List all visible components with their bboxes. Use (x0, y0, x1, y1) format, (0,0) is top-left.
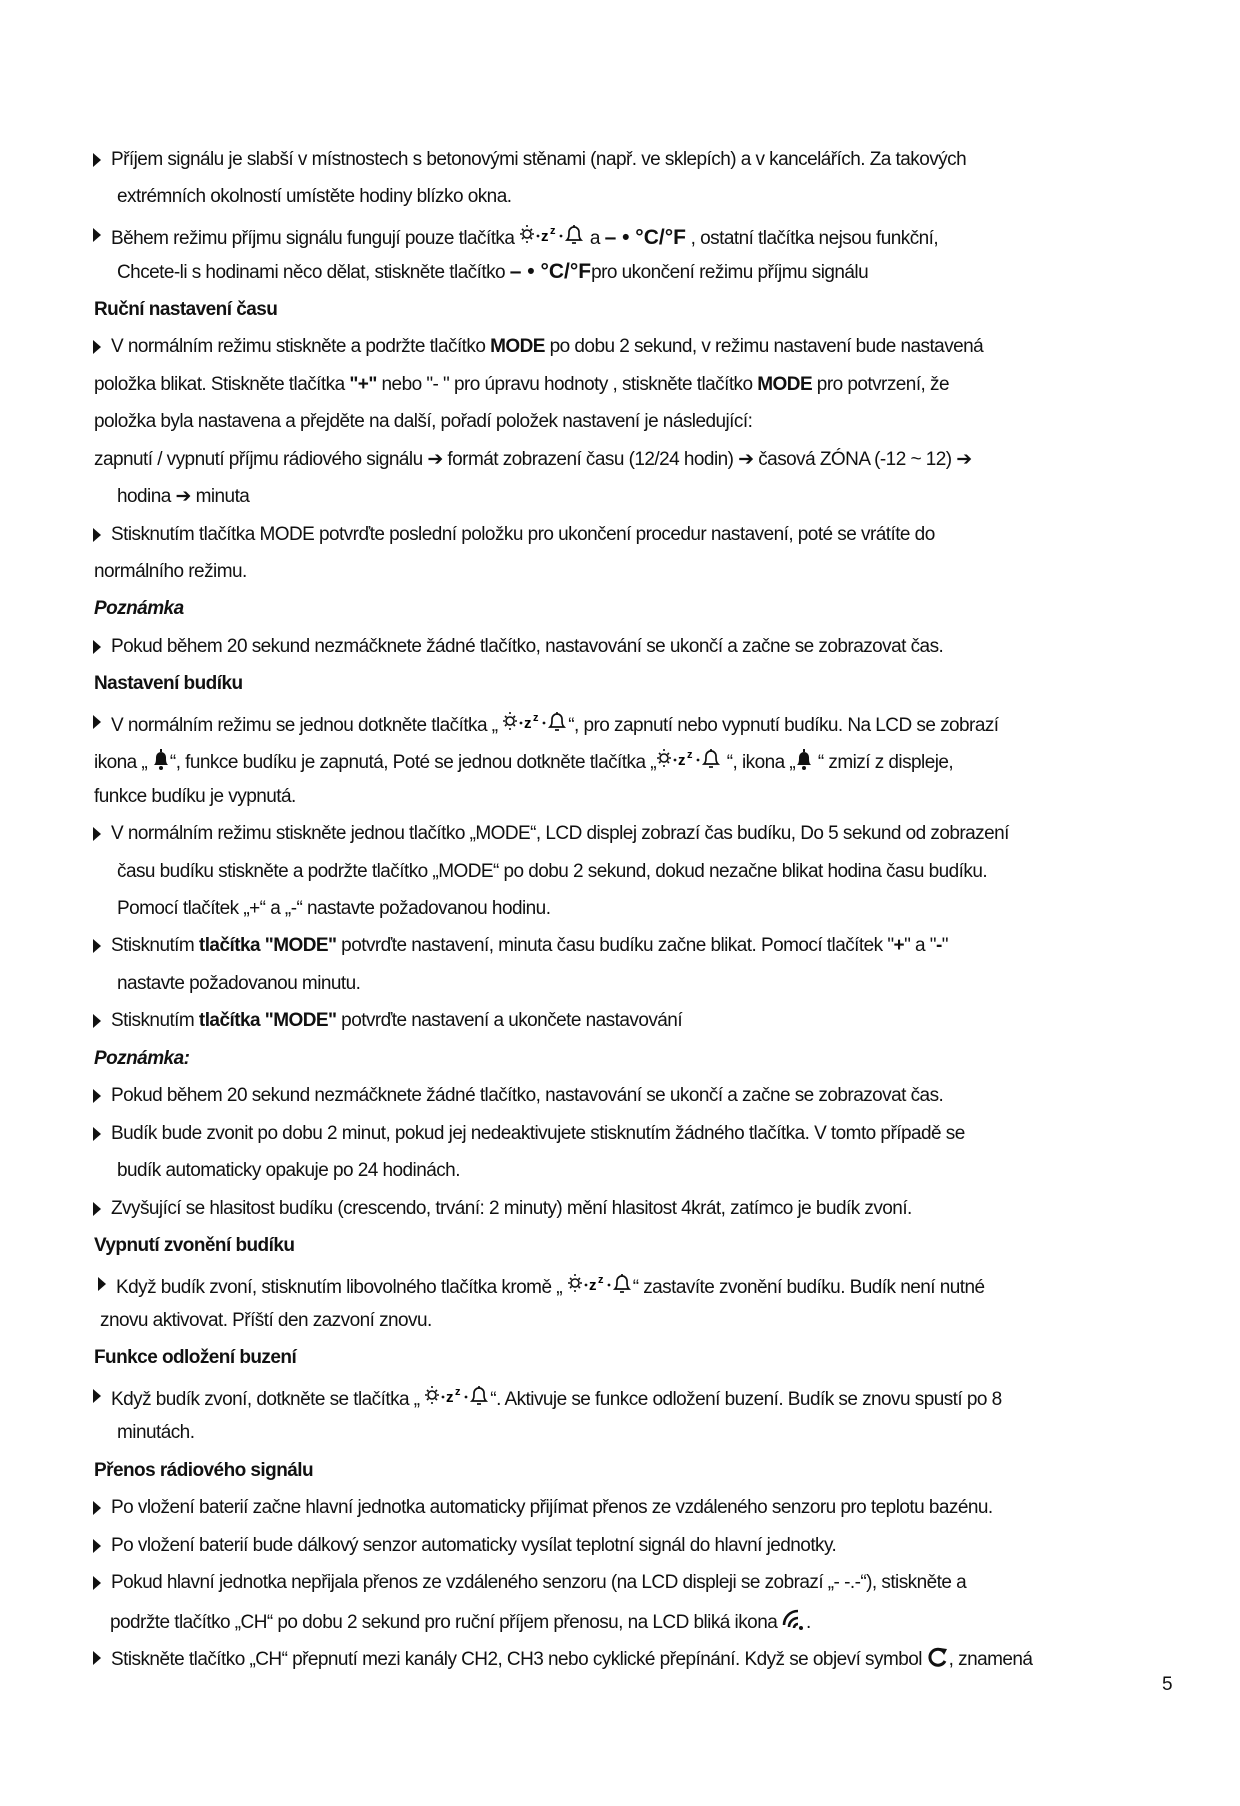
emphasis-text: tlačítka "MODE" (198, 935, 337, 957)
section-heading (94, 298, 277, 322)
bullet-triangle-icon (93, 228, 101, 242)
text-run: Zvyšující se hlasitost budíku (crescendo, trvání: 2 minuty) mění hlasitost 4krát, zatímco je budík zvoní. (111, 1197, 912, 1219)
text-run: nebo "- " pro úpravu hodnoty , stiskněte tlačítko (376, 373, 758, 395)
text-run: Po vložení baterií bude dálkový senzor automaticky vysílat teplotní signál do hlavní jednotky. (111, 1534, 837, 1556)
text-line (111, 934, 948, 958)
text-run: normálního režimu. (94, 560, 247, 582)
text-line (117, 860, 987, 884)
text-run: Stisknutím tlačítka MODE potvrďte poslední položku pro ukončení procedur nastavení, poté se vrátíte do (111, 523, 935, 545)
text-run: Stisknutím (111, 1010, 199, 1032)
emphasis-text: - (935, 935, 942, 957)
text-line (111, 1084, 943, 1108)
text-run: “, funkce budíku je zapnutá, Poté se jednou dotkněte tlačítka „ (169, 752, 656, 774)
section-heading (94, 597, 184, 621)
bullet-triangle-icon (93, 939, 101, 953)
text-line (94, 410, 752, 434)
text-line (117, 897, 550, 921)
emphasis-text: Funkce odložení buzení (94, 1347, 297, 1369)
emphasis-text: "+" (349, 373, 377, 395)
text-run: “, pro zapnutí nebo vypnutí budíku. Na LCD se zobrazí (568, 714, 999, 736)
bullet-triangle-icon (93, 1576, 101, 1590)
light-snooze-alarm-icon (502, 710, 568, 741)
text-run: Pokud během 20 sekund nezmáčknete žádné tlačítko, nastavování se ukončí a začne se zobrazovat čas. (111, 1085, 944, 1107)
text-line (111, 710, 999, 741)
text-run: " a " (904, 935, 936, 957)
section-heading (94, 1459, 313, 1483)
bullet-triangle-icon (93, 1127, 101, 1141)
section-heading (94, 672, 243, 696)
text-line (117, 485, 249, 509)
section-heading (94, 1346, 296, 1370)
bell-icon (152, 749, 170, 778)
text-run: Během režimu příjmu signálu fungují pouze tlačítka (111, 227, 520, 249)
light-snooze-alarm-icon (519, 223, 585, 254)
bullet-triangle-icon (93, 1202, 101, 1216)
svg-text:z: z (678, 752, 685, 770)
bullet-triangle-icon (93, 1501, 101, 1515)
bullet-triangle-icon (93, 1651, 101, 1665)
svg-text:z: z (446, 1388, 454, 1406)
emphasis-text: Přenos rádiového signálu (94, 1459, 314, 1481)
text-run: Pomocí tlačítek „+“ a „-“ nastavte požadovanou hodinu. (117, 898, 551, 919)
text-line (116, 1272, 985, 1303)
text-run: " (941, 935, 948, 957)
text-run: ikona „ (94, 752, 152, 774)
bullet-triangle-icon (93, 1539, 101, 1553)
text-line (117, 185, 511, 209)
emphasis-text: tlačítka "MODE" (198, 1010, 337, 1032)
svg-text:z: z (588, 1276, 596, 1294)
text-run: “ zmizí z displeje, (813, 752, 954, 774)
section-heading (94, 1234, 294, 1258)
text-line (94, 785, 296, 809)
text-line (94, 560, 247, 584)
svg-text:z: z (550, 224, 556, 237)
text-run: nastavte požadovanou minutu. (117, 972, 361, 994)
emphasis-text: MODE (757, 373, 813, 395)
text-run: Když budík zvoní, dotkněte se tlačítka „ (111, 1388, 425, 1410)
bullet-triangle-icon (93, 827, 101, 841)
light-snooze-alarm-icon (567, 1272, 633, 1303)
bullet-triangle-icon (93, 153, 101, 167)
text-line (111, 1534, 836, 1558)
emphasis-text: Nastavení budíku (94, 673, 243, 695)
text-run: pro ukončení režimu příjmu signálu (591, 262, 869, 284)
section-heading (94, 1047, 189, 1071)
temp-unit-button-icon: – • °C/°F (509, 260, 592, 284)
text-line (111, 1122, 965, 1146)
text-line (111, 148, 966, 172)
emphasis-text: MODE (490, 336, 545, 358)
text-run: Stiskněte tlačítko „CH“ přepnutí mezi kanály CH2, CH3 nebo cyklické přepínání. Když se objeví symbol (111, 1649, 927, 1670)
bullet-triangle-icon (93, 1389, 101, 1403)
text-line (111, 635, 943, 659)
bullet-triangle-icon (93, 1014, 101, 1028)
text-run: “, ikona „ (722, 752, 796, 774)
text-line (94, 448, 972, 472)
text-run: , ostatní tlačítka nejsou funkční, (685, 227, 939, 249)
svg-text:z: z (541, 227, 549, 245)
text-line (117, 1421, 194, 1445)
text-run: V normálním režimu se jednou dotkněte tlačítka „ (111, 714, 503, 736)
svg-text:z: z (597, 1273, 603, 1286)
text-line (111, 523, 935, 547)
cycle-icon (927, 1646, 949, 1675)
svg-text:z: z (687, 749, 692, 762)
text-run: zapnutí / vypnutí příjmu rádiového signálu ➔ formát zobrazení času (12/24 hodin) ➔ časová ZÓNA (-12 ~ 12) ➔ (94, 448, 972, 470)
text-run: pro potvrzení, že (812, 373, 949, 395)
text-run: V normálním režimu stiskněte jednou tlačítko „MODE“, LCD displej zobrazí čas budíku, Do 5 sekund od zobrazení (111, 823, 1009, 845)
text-run: položka byla nastavena a přejděte na další, pořadí položek nastavení je následující: (94, 411, 753, 433)
text-line (111, 223, 938, 254)
emphasis-text: Poznámka: (94, 1047, 190, 1069)
text-run: V normálním režimu stiskněte a podržte tlačítko (111, 336, 491, 358)
text-run: hodina ➔ minuta (117, 486, 250, 508)
text-line (111, 1571, 966, 1595)
text-line (117, 972, 360, 996)
light-snooze-alarm-icon (424, 1384, 490, 1415)
text-run: Příjem signálu je slabší v místnostech s betonovými stěnami (např. ve sklepích) a v kancelářích. Za takových (111, 149, 967, 170)
text-line (110, 1609, 811, 1638)
text-run: po dobu 2 sekund, v režimu nastavení bude nastavená (544, 336, 984, 358)
emphasis-text: + (893, 935, 905, 957)
text-run: položka blikat. Stiskněte tlačítka (94, 373, 350, 395)
text-run: minutách. (117, 1422, 195, 1444)
bullet-triangle-icon (93, 1089, 101, 1103)
text-run: Chcete-li s hodinami něco dělat, stiskněte tlačítko (117, 262, 510, 284)
text-run: a (585, 227, 605, 249)
text-run: Budík bude zvonit po dobu 2 minut, pokud jej nedeaktivujete stisknutím žádného tlačítka. V tomto případě se (111, 1122, 965, 1144)
text-line (111, 1646, 1032, 1675)
svg-text:z: z (533, 711, 539, 724)
page-number: 5 (1162, 1674, 1173, 1695)
bullet-triangle-icon (93, 340, 101, 354)
bell-icon (795, 749, 813, 778)
emphasis-text: Poznámka (94, 598, 184, 620)
bullet-triangle-icon (93, 715, 101, 729)
text-run: . (805, 1611, 811, 1633)
text-run: Pokud během 20 sekund nezmáčknete žádné tlačítko, nastavování se ukončí a začne se zobrazovat čas. (111, 635, 944, 657)
bullet-triangle-icon (98, 1277, 106, 1291)
light-snooze-alarm-icon (656, 747, 722, 778)
text-run: , znamená (948, 1649, 1033, 1670)
text-run: podržte tlačítko „CH“ po dobu 2 sekund pro ruční příjem přenosu, na LCD bliká ikona (110, 1611, 782, 1633)
text-run: Stisknutím (111, 935, 199, 957)
text-run: Po vložení baterií začne hlavní jednotka automaticky přijímat přenos ze vzdáleného senzoru pro teplotu bazénu. (111, 1497, 993, 1519)
text-run: potvrďte nastavení a ukončete nastavování (336, 1010, 683, 1032)
bullet-triangle-icon (93, 640, 101, 654)
text-run: “. Aktivuje se funkce odložení buzení. Budík se znovu spustí po 8 (490, 1388, 1002, 1410)
text-run: času budíku stiskněte a podržte tlačítko „MODE“ po dobu 2 sekund, dokud nezačne blikat hodina času budíku. (117, 860, 988, 882)
temp-unit-button-icon: – • °C/°F (604, 225, 686, 249)
text-line (100, 1309, 432, 1333)
text-line (117, 260, 868, 285)
text-run: Když budík zvoní, stisknutím libovolného tlačítka kromě „ (116, 1276, 567, 1298)
text-run: znovu aktivovat. Příští den zazvoní znovu. (100, 1309, 432, 1331)
text-line (117, 1159, 460, 1183)
text-line (111, 1197, 912, 1221)
text-line (94, 373, 949, 397)
svg-text:z: z (455, 1385, 461, 1398)
text-run: funkce budíku je vypnutá. (94, 785, 296, 807)
signal-icon (782, 1609, 806, 1638)
text-line (94, 747, 953, 778)
text-run: “ zastavíte zvonění budíku. Budík není nutné (632, 1276, 985, 1298)
text-line (111, 822, 1009, 846)
emphasis-text: Ruční nastavení času (94, 298, 278, 320)
text-line (111, 1009, 682, 1033)
text-run: Pokud hlavní jednotka nepřijala přenos ze vzdáleného senzoru (na LCD displeji se zobrazí „- -.-“), stiskněte a (111, 1572, 967, 1594)
emphasis-text: Vypnutí zvonění budíku (94, 1235, 295, 1257)
svg-text:z: z (524, 714, 532, 732)
text-line (111, 1384, 1002, 1415)
text-run: potvrďte nastavení, minuta času budíku začne blikat. Pomocí tlačítek " (336, 935, 894, 957)
text-run: extrémních okolností umístěte hodiny blízko okna. (117, 186, 512, 208)
text-run: budík automaticky opakuje po 24 hodinách. (117, 1160, 460, 1182)
text-line (111, 1496, 993, 1520)
bullet-triangle-icon (93, 528, 101, 542)
text-line (111, 335, 983, 359)
